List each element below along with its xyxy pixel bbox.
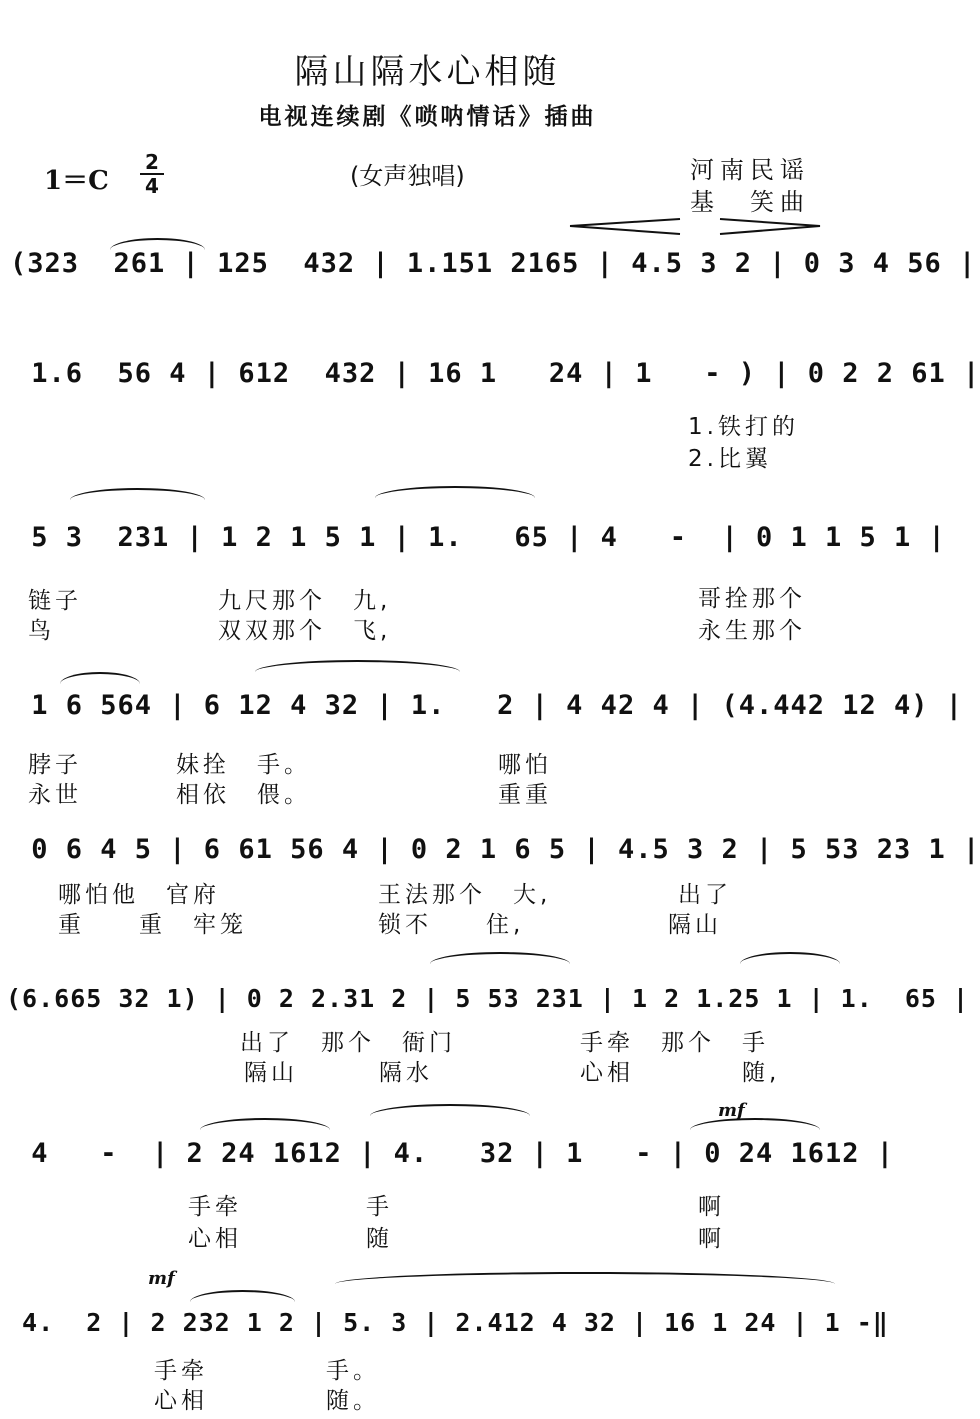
lyric-verse1: 1.铁打的 [688, 414, 799, 440]
notation-stave-5: 0 6 4 5 | 6 61 56 4 | 0 2 1 6 5 | 4.5 3 2 | 5 53 23 1 | [14, 834, 980, 865]
lyric-line: 哪怕他 官府 [58, 882, 220, 908]
key-signature: 1＝C [44, 166, 109, 196]
lyric-line: 哪怕 [498, 752, 552, 778]
lyric-line: 手牵 [154, 1358, 208, 1384]
voice-type: (女声独唱) [350, 162, 465, 190]
lyric-line: 隔山 [668, 912, 722, 938]
lyric-line: 手牵 [188, 1194, 242, 1220]
lyric-line: 出了 那个 衙门 [240, 1030, 456, 1056]
lyric-line: 重 重 牢笼 [58, 912, 247, 938]
lyric-line: 隔山 隔水 [244, 1060, 433, 1086]
slur [255, 660, 460, 672]
notation-stave-6: (6.665 32 1) | 0 2 2.31 2 | 5 53 231 | 1 2 1.25 1 | 1. 65 | [6, 984, 970, 1013]
lyric-line: 相依 偎。 [176, 782, 311, 808]
hairpin-mark [570, 216, 830, 238]
lyric-line: 心相 随, [580, 1060, 781, 1086]
slur [200, 1118, 330, 1130]
notation-stave-8: 4. 2 | 2 232 1 2 | 5. 3 | 2.412 4 32 | 16 1 24 | 1 -‖ [6, 1308, 889, 1337]
slur [430, 952, 570, 964]
slur [335, 1272, 835, 1284]
lyric-line: 啊 [698, 1226, 725, 1252]
slur [370, 1104, 530, 1116]
dynamic-mark: mf [718, 1100, 745, 1121]
slur [110, 238, 205, 250]
song-subtitle: 电视连续剧《唢呐情话》插曲 [258, 104, 597, 130]
song-title: 隔山隔水心相随 [294, 52, 561, 92]
lyric-line: 啊 [698, 1194, 725, 1220]
slur [375, 486, 535, 498]
lyric-line: 手牵 那个 手 [580, 1030, 769, 1056]
time-signature-top: 2 [145, 150, 159, 174]
lyric-line: 重重 [498, 782, 552, 808]
lyric-verse2: 2.比翼 [688, 446, 772, 472]
notation-stave-3: 5 3 231 | 1 2 1 5 1 | 1. 65 | 4 - | 0 1 1 5 1 | [14, 522, 946, 553]
time-signature [140, 152, 164, 196]
slur [740, 952, 840, 964]
lyric-line: 鸟 [28, 618, 55, 644]
notation-stave-7: 4 - | 2 24 1612 | 4. 32 | 1 - | 0 24 1612 | [14, 1138, 895, 1169]
time-signature-bottom: 4 [145, 174, 159, 198]
lyric-line: 九尺那个 九, [218, 588, 392, 614]
slur [190, 1290, 295, 1302]
lyric-line: 永生那个 [698, 618, 806, 644]
composer-credit: 基 笑曲 [690, 188, 810, 216]
lyric-line: 出了 [678, 882, 732, 908]
lyric-line: 随。 [326, 1388, 380, 1414]
origin-credit: 河南民谣 [690, 156, 810, 184]
lyric-line: 心相 [188, 1226, 242, 1252]
lyric-line: 哥拴那个 [698, 586, 806, 612]
slur [70, 488, 205, 500]
lyric-line: 链子 [28, 588, 82, 614]
lyric-line: 心相 [154, 1388, 208, 1414]
notation-stave-4: 1 6 564 | 6 12 4 32 | 1. 2 | 4 42 4 | (4.442 12 4) | [14, 690, 964, 721]
notation-stave-1: (323 261 | 125 432 | 1.151 2165 | 4.5 3 2 | 0 3 4 56 | [10, 248, 977, 279]
lyric-line: 随 [366, 1226, 393, 1252]
lyric-line: 永世 [28, 782, 82, 808]
slur [60, 672, 140, 684]
notation-stave-2: 1.6 56 4 | 612 432 | 16 1 24 | 1 - ) | 0 2 2 61 | [14, 358, 980, 389]
lyric-line: 锁不 住, [378, 912, 525, 938]
lyric-line: 手。 [326, 1358, 380, 1384]
lyric-line: 王法那个 大, [378, 882, 552, 908]
lyric-line: 妹拴 手。 [176, 752, 311, 778]
lyric-line: 脖子 [28, 752, 82, 778]
lyric-line: 双双那个 飞, [218, 618, 392, 644]
dynamic-mark: mf [148, 1268, 175, 1289]
slur [690, 1118, 820, 1130]
lyric-line: 手 [366, 1194, 393, 1220]
